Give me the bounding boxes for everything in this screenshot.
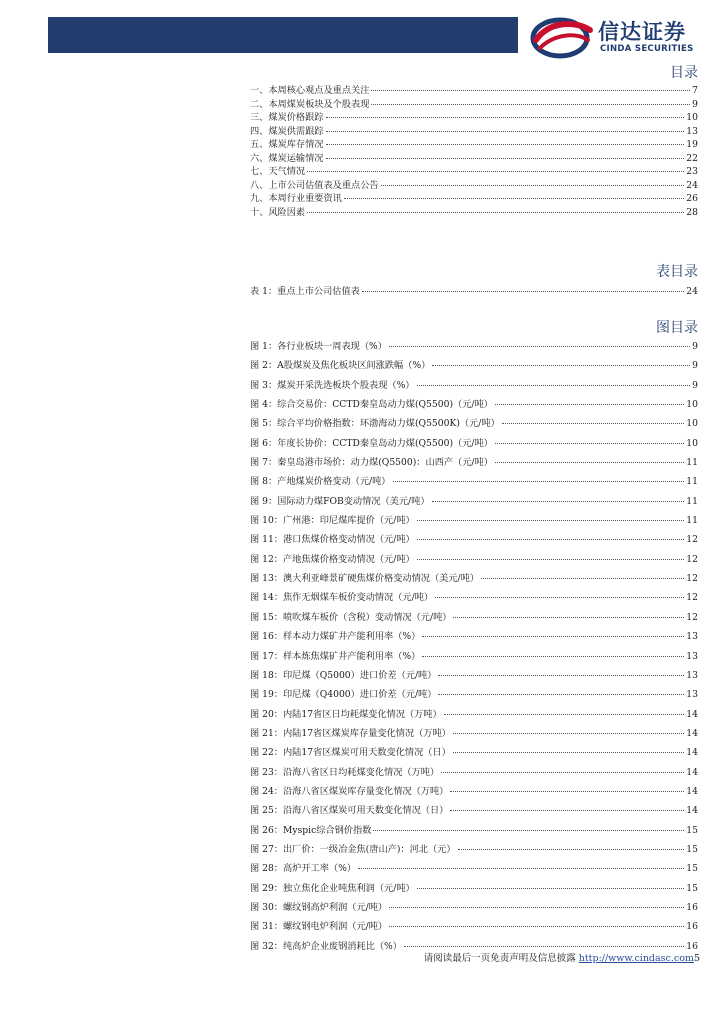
toc-page-number: 14 [686,747,698,759]
dot-leader [453,617,684,618]
figure-item[interactable] [250,899,698,918]
toc-label: 四、煤炭供需跟踪 [250,125,324,136]
page-number: 5 [693,953,700,964]
dot-leader [450,810,684,811]
toc-label: 图 25：沿海八省区煤炭可用天数变化情况（日） [250,805,449,817]
toc-page-number: 15 [686,824,698,836]
figure-item[interactable] [250,493,698,512]
toc-page-number: 9 [692,360,698,372]
toc-label: 图 3：煤炭开采洗选板块个股表现（%） [250,379,415,391]
figure-item[interactable] [250,860,698,879]
toc-page-number: 13 [686,125,698,136]
figure-item[interactable] [250,667,698,686]
toc-label: 图 18：印尼煤（Q5000）进口价差（元/吨） [250,669,437,681]
figure-item[interactable] [250,435,698,454]
dot-leader [307,171,684,172]
toc-label: 图 17：样本炼焦煤矿井产能利用率（%） [250,650,421,662]
contents-item[interactable] [250,150,698,164]
figure-item[interactable] [250,841,698,860]
figure-item[interactable] [250,706,698,725]
logo-chinese-text: 信达证券 [598,20,686,44]
toc-label: 图 26：Myspic综合钢价指数 [250,824,372,836]
dot-leader [417,559,685,560]
toc-page-number: 26 [686,193,698,204]
footer-url-link[interactable]: http://www.cindasc.com [578,953,694,964]
dot-leader [438,694,684,695]
toc-label: 图 13：澳大利亚峰景矿硬焦煤价格变动情况（美元/吨） [250,573,480,585]
toc-page-number: 13 [686,631,698,643]
figure-item[interactable] [250,338,698,357]
contents-item[interactable] [250,177,698,191]
figure-item[interactable] [250,357,698,376]
toc-page-number: 11 [686,476,698,488]
toc-label: 七、天气情况 [250,166,306,177]
toc-page-number: 15 [686,882,698,894]
figure-item[interactable] [250,512,698,531]
dot-leader [495,443,684,444]
dot-leader [435,597,684,598]
contents-list [250,82,698,217]
toc-page-number: 9 [692,98,698,109]
toc-label: 图 7：秦皇岛港市场价：动力煤(Q5500)：山西产（元/吨） [250,457,493,469]
toc-page-number: 15 [686,843,698,855]
toc-label: 图 28：高炉开工率（%） [250,863,357,875]
toc-label: 图 32：纯高炉企业废钢消耗比（%） [250,940,402,952]
dot-leader [417,520,685,521]
toc-label: 图 12：产地焦煤价格变动情况（元/吨） [250,553,415,565]
toc-label: 图 27：出厂价：一级冶金焦(唐山产)：河北（元） [250,843,456,855]
dot-leader [432,365,690,366]
dot-leader [362,291,684,292]
dot-leader [389,907,684,908]
contents-item[interactable] [250,123,698,137]
dot-leader [389,926,684,927]
dot-leader [373,830,684,831]
figures-title: 图目录 [656,320,698,336]
toc-page-number: 14 [686,785,698,797]
dot-leader [417,385,691,386]
figure-item[interactable] [250,589,698,608]
toc-page-number: 22 [686,152,698,163]
toc-label: 八、上市公司估值表及重点公告 [250,179,379,190]
dot-leader [307,212,684,213]
toc-label: 图 4：综合交易价：CCTD秦皇岛动力煤(Q5500)（元/吨） [250,399,493,411]
toc-page-number: 11 [686,515,698,527]
figure-item[interactable] [250,725,698,744]
dot-leader [393,481,685,482]
table-item[interactable] [250,283,698,297]
toc-page-number: 10 [686,418,698,430]
figure-item[interactable] [250,396,698,415]
toc-label: 图 11：港口焦煤价格变动情况（元/吨） [250,534,415,546]
dot-leader [502,423,685,424]
toc-label: 图 20：内陆17省区日均耗煤变化情况（万吨） [250,708,442,720]
toc-label: 图 31：螺纹钢电炉利润（元/吨） [250,921,388,933]
toc-page-number: 13 [686,689,698,701]
toc-label: 一、本周核心观点及重点关注 [250,85,370,96]
figure-item[interactable] [250,822,698,841]
dot-leader [481,578,684,579]
dot-leader [381,185,685,186]
toc-page-number: 16 [686,901,698,913]
dot-leader [371,104,690,105]
dot-leader [326,144,685,145]
figure-item[interactable] [250,648,698,667]
toc-label: 六、煤炭运输情况 [250,152,324,163]
toc-page-number: 24 [686,179,698,190]
toc-label: 图 8：产地煤炭价格变动（元/吨） [250,476,391,488]
contents-item[interactable] [250,136,698,150]
toc-label: 三、煤炭价格跟踪 [250,112,324,123]
toc-page-number: 24 [686,286,698,297]
figure-item[interactable] [250,783,698,802]
toc-page-number: 9 [692,341,698,352]
dot-leader [458,849,685,850]
toc-page-number: 16 [686,940,698,952]
toc-label: 九、本周行业重要资讯 [250,193,342,204]
page-footer [424,950,700,964]
toc-label: 图 24：沿海八省区煤炭库存量变化情况（万吨） [250,785,449,797]
dot-leader [495,462,684,463]
toc-page-number: 13 [686,669,698,681]
figure-item[interactable] [250,686,698,705]
dot-leader [422,656,684,657]
toc-page-number: 15 [686,863,698,875]
figure-item[interactable] [250,415,698,434]
toc-page-number: 7 [692,85,698,96]
toc-page-number: 12 [686,592,698,604]
toc-page-number: 10 [686,437,698,449]
toc-label: 图 22：内陆17省区煤炭可用天数变化情况（日） [250,747,451,759]
dot-leader [453,733,684,734]
contents-item[interactable] [250,96,698,110]
toc-label: 图 19：印尼煤（Q4000）进口价差（元/吨） [250,689,437,701]
toc-page-number: 16 [686,921,698,933]
dot-leader [404,946,684,947]
toc-label: 图 5：综合平均价格指数：环渤海动力煤(Q5500K)（元/吨） [250,418,500,430]
contents-title: 目录 [670,65,698,81]
toc-page-number: 11 [686,457,698,469]
toc-label: 图 15：喷吹煤车板价（含税）变动情况（元/吨） [250,611,452,623]
dot-leader [417,539,685,540]
toc-label: 图 14：焦作无烟煤车板价变动情况（元/吨） [250,592,434,604]
tables-list [250,283,698,297]
dot-leader [389,346,690,347]
figure-item[interactable] [250,802,698,821]
toc-page-number: 12 [686,573,698,585]
toc-page-number: 14 [686,727,698,739]
toc-page-number: 12 [686,553,698,565]
toc-label: 图 6：年度长协价：CCTD秦皇岛动力煤(Q5500)（元/吨） [250,437,493,449]
figure-item[interactable] [250,377,698,396]
company-logo [530,14,710,60]
dot-leader [326,131,685,132]
toc-page-number: 14 [686,805,698,817]
figure-item[interactable] [250,570,698,589]
dot-leader [422,636,684,637]
figure-item[interactable] [250,880,698,899]
contents-item[interactable] [250,204,698,218]
figure-item[interactable] [250,609,698,628]
toc-page-number: 11 [686,495,698,507]
toc-page-number: 13 [686,650,698,662]
toc-page-number: 10 [686,399,698,411]
figure-item[interactable] [250,744,698,763]
footer-disclaimer: 请阅读最后一页免责声明及信息披露 [423,953,576,964]
contents-item[interactable] [250,190,698,204]
toc-page-number: 28 [686,206,698,217]
toc-label: 五、煤炭库存情况 [250,139,324,150]
toc-label: 表 1：重点上市公司估值表 [250,286,360,297]
toc-label: 图 1：各行业板块一周表现（%） [250,341,387,352]
toc-label: 图 29：独立焦化企业吨焦利润（元/吨） [250,882,415,894]
figure-item[interactable] [250,628,698,647]
figure-item[interactable] [250,551,698,570]
tables-title: 表目录 [656,264,698,280]
logo-english-text: CINDA SECURITIES [600,44,694,54]
contents-item[interactable] [250,109,698,123]
header-band [48,17,518,53]
toc-page-number: 23 [686,166,698,177]
toc-page-number: 12 [686,534,698,546]
toc-label: 图 23：沿海八省区日均耗煤变化情况（万吨） [250,766,440,778]
dot-leader [495,404,684,405]
figure-item[interactable] [250,531,698,550]
toc-page-number: 9 [692,379,698,391]
contents-item[interactable] [250,163,698,177]
toc-label: 图 9：国际动力煤FOB变动情况（美元/吨） [250,495,430,507]
dot-leader [432,501,685,502]
toc-page-number: 12 [686,611,698,623]
dot-leader [326,158,685,159]
dot-leader [444,714,685,715]
toc-label: 十、风险因素 [250,206,306,217]
toc-label: 图 30：螺纹钢高炉利润（元/吨） [250,901,388,913]
dot-leader [453,752,684,753]
dot-leader [441,772,684,773]
dot-leader [358,868,684,869]
toc-label: 图 10：广州港：印尼煤库提价（元/吨） [250,515,415,527]
figures-list [250,338,698,957]
toc-label: 二、本周煤炭板块及个股表现 [250,98,370,109]
logo-mark-icon [530,14,596,60]
dot-leader [438,675,684,676]
toc-page-number: 10 [686,112,698,123]
figure-item[interactable] [250,454,698,473]
figure-item[interactable] [250,764,698,783]
figure-item[interactable] [250,918,698,937]
dot-leader [344,198,684,199]
toc-label: 图 2：A股煤炭及焦化板块区间涨跌幅（%） [250,360,431,372]
toc-label: 图 16：样本动力煤矿井产能利用率（%） [250,631,421,643]
dot-leader [326,117,685,118]
toc-label: 图 21：内陆17省区煤炭库存量变化情况（万吨） [250,727,451,739]
figure-item[interactable] [250,473,698,492]
dot-leader [371,90,690,91]
contents-item[interactable] [250,82,698,96]
toc-page-number: 19 [686,139,698,150]
dot-leader [417,888,685,889]
toc-page-number: 14 [686,708,698,720]
toc-page-number: 14 [686,766,698,778]
dot-leader [450,791,684,792]
